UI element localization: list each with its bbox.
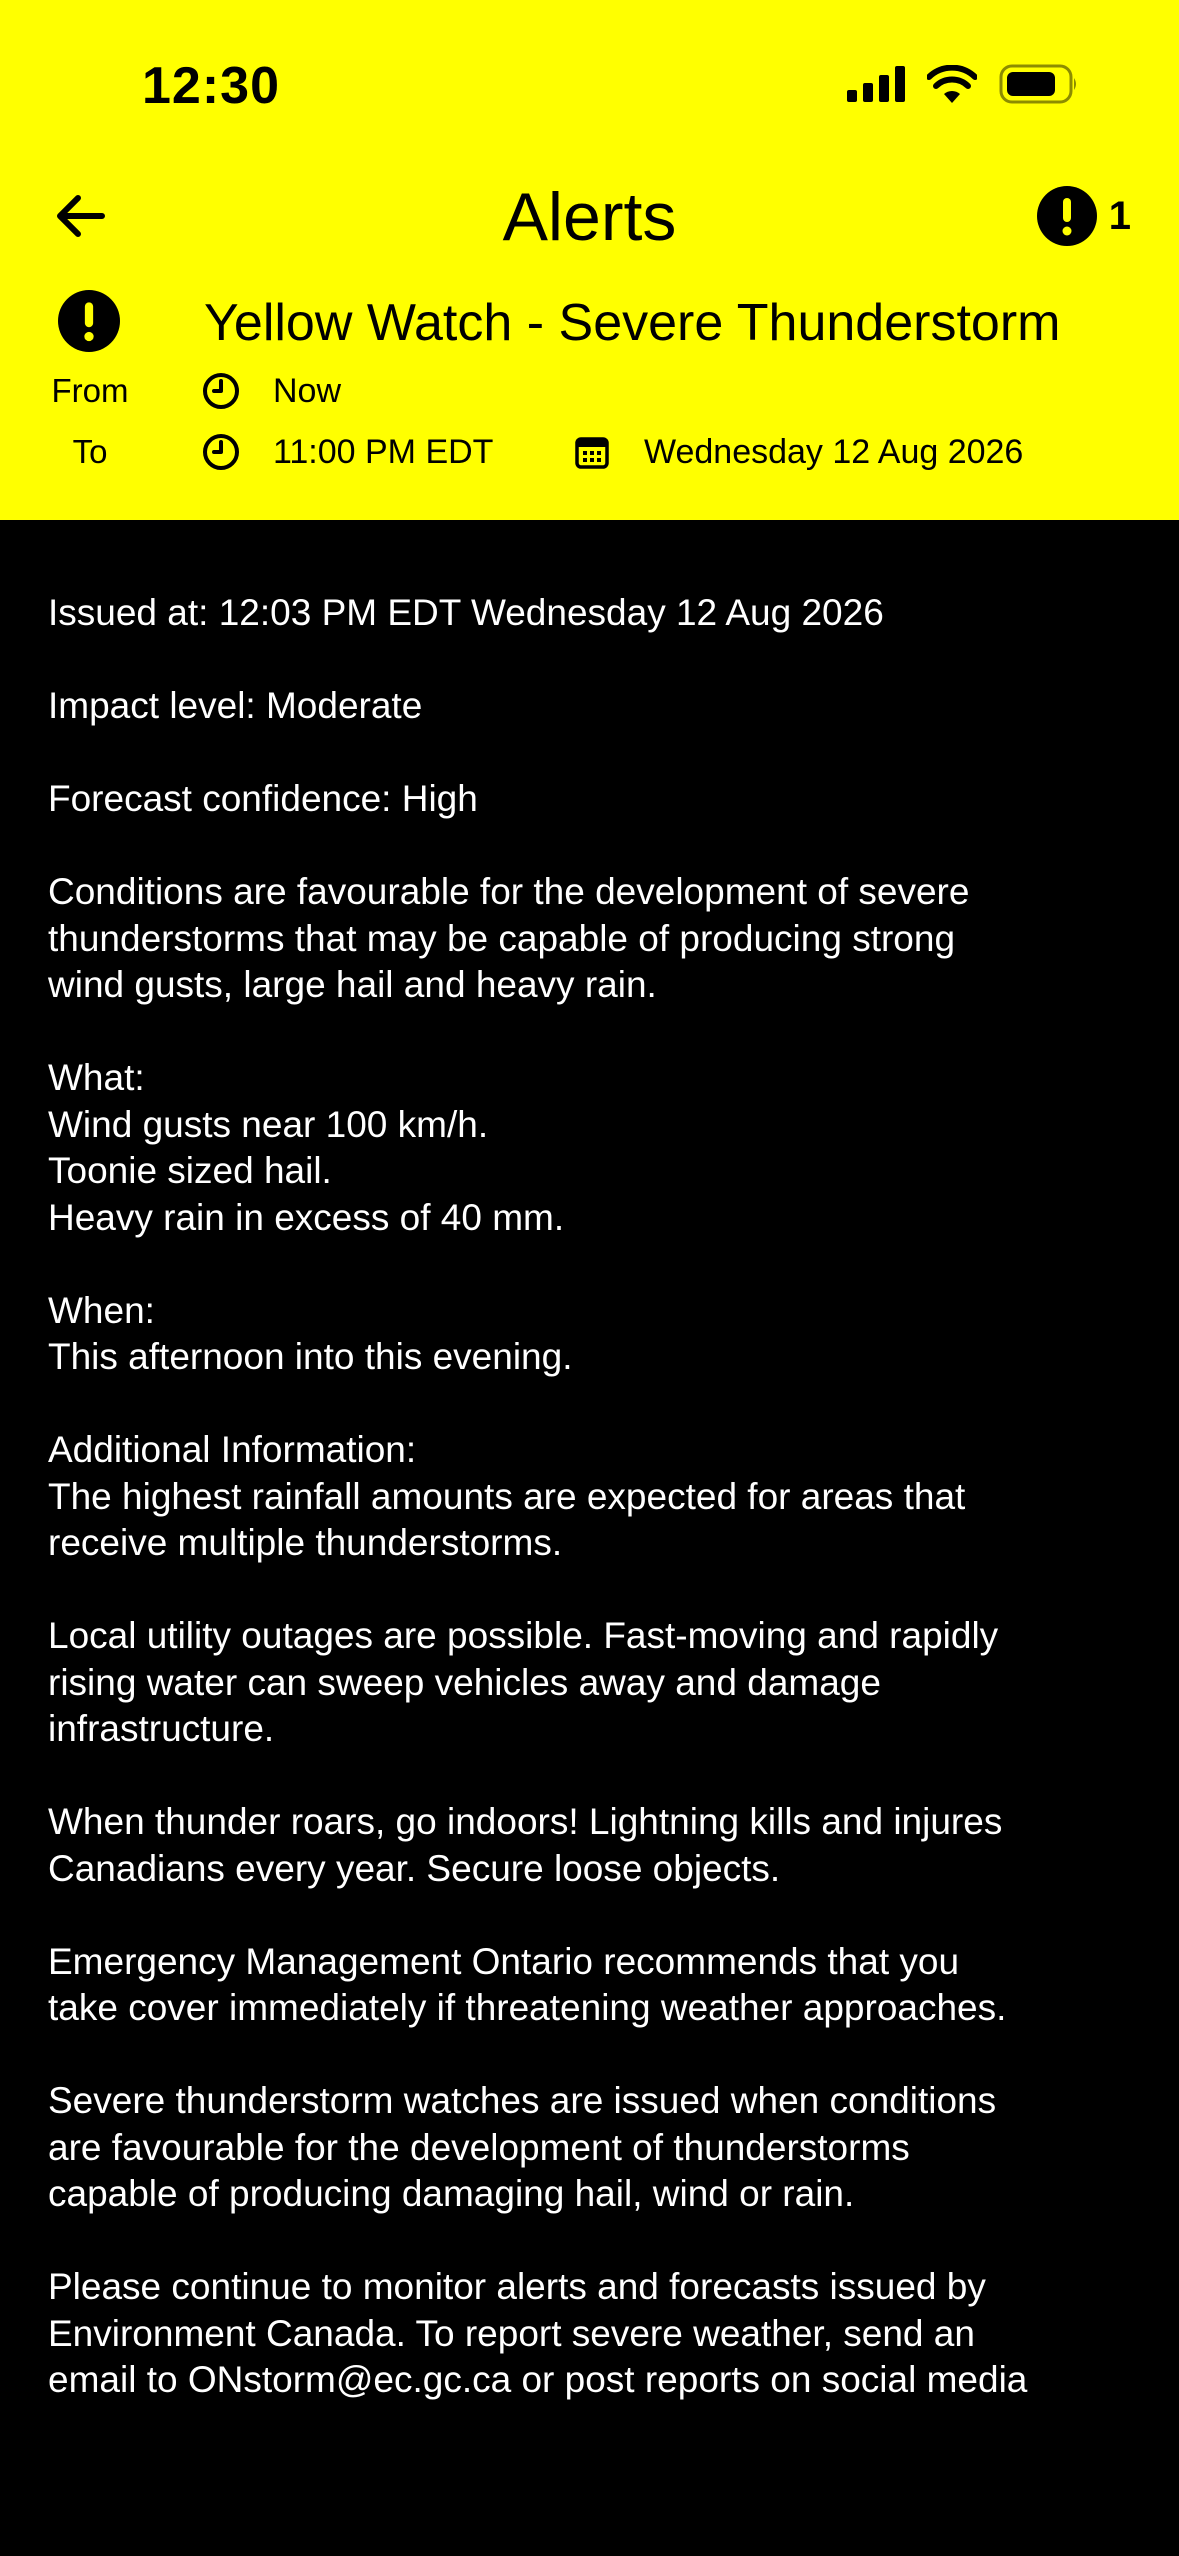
conditions-text: Conditions are favourable for the development of severe thunderstorms that may be capable of producing strong wind gusts, large hail and heavy rain. bbox=[48, 871, 970, 1005]
cellular-signal-icon bbox=[847, 66, 905, 102]
thunder-text: When thunder roars, go indoors! Lightning kills and injures Canadians every year. Secure loose objects. bbox=[48, 1801, 1003, 1889]
alert-count-badge[interactable] bbox=[1037, 186, 1131, 246]
clock-icon bbox=[202, 372, 240, 410]
battery-icon bbox=[999, 64, 1079, 104]
outages-text: Local utility outages are possible. Fast-moving and rapidly rising water can sweep vehicles away and damage infrastructure. bbox=[48, 1615, 999, 1749]
when-text: When: This afternoon into this evening. bbox=[48, 1289, 573, 1377]
exclamation-circle-icon bbox=[1037, 186, 1097, 246]
status-time: 12:30 bbox=[142, 57, 280, 115]
calendar-icon bbox=[574, 434, 610, 470]
impact-text: Impact level: Moderate bbox=[48, 685, 423, 726]
to-time: 11:00 PM EDT bbox=[273, 433, 494, 471]
issued-text: Issued at: 12:03 PM EDT Wednesday 12 Aug 2026 bbox=[48, 592, 884, 633]
exclamation-circle-icon bbox=[58, 290, 120, 352]
page-title: Alerts bbox=[502, 179, 677, 255]
alert-header bbox=[0, 0, 1179, 520]
watches-text: Severe thunderstorm watches are issued when conditions are favourable for the development of thunderstorms capable of producing damaging hail, wind or rain. bbox=[48, 2080, 997, 2214]
monitor-text: Please continue to monitor alerts and forecasts issued by Environment Canada. To report severe weather, send an email to ONstorm@ec.gc.ca or post reports on social media bbox=[48, 2266, 1028, 2400]
alert-count: 1 bbox=[1108, 193, 1131, 238]
confidence-text: Forecast confidence: High bbox=[48, 778, 478, 819]
from-label: From bbox=[51, 372, 129, 409]
emo-text: Emergency Management Ontario recommends that you take cover immediately if threatening weather approaches. bbox=[48, 1940, 1007, 2028]
wifi-icon bbox=[927, 65, 977, 103]
alert-name: Yellow Watch - Severe Thunderstorm bbox=[204, 294, 1061, 352]
to-date: Wednesday 12 Aug 2026 bbox=[644, 433, 1024, 471]
clock-icon bbox=[202, 433, 240, 471]
to-label: To bbox=[72, 433, 108, 470]
from-value: Now bbox=[273, 372, 342, 410]
what-text: What: Wind gusts near 100 km/h. Toonie sized hail. Heavy rain in excess of 40 mm. bbox=[48, 1057, 565, 1238]
additional-info-text: Additional Information: The highest rainfall amounts are expected for areas that receive multiple thunderstorms. bbox=[48, 1429, 966, 1563]
status-icons bbox=[847, 64, 1079, 104]
alert-details bbox=[48, 590, 1148, 2450]
